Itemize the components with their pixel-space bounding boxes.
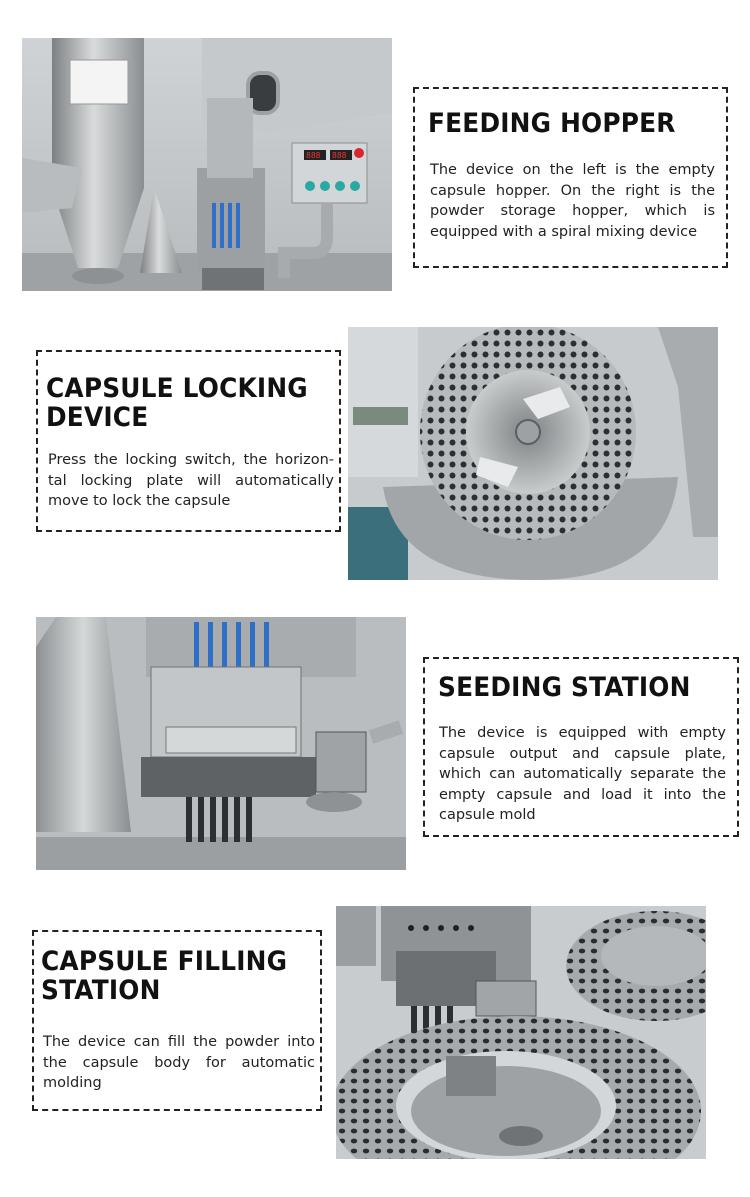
svg-text:888: 888 [306, 151, 321, 160]
svg-text:888: 888 [332, 151, 347, 160]
capsule-locking-photo [348, 327, 718, 580]
feeding-hopper-card [413, 87, 728, 268]
capsule-filling-card [32, 930, 322, 1111]
feeding-hopper-title: FEEDING HOPPER [428, 108, 676, 139]
capsule-locking-card [36, 350, 341, 532]
feeding-hopper-description: The device on the left is the empty capsule hopper. On the right is the powder storage hopper, which is equipped with a spiral mixing device [430, 162, 715, 240]
capsule-filling-title-line-2: STATION [41, 975, 161, 1006]
seeding-station-title: SEEDING STATION [438, 672, 691, 703]
capsule-locking-description: Press the locking switch, the horizon-tal locking plate will automatically move to lock the capsule [48, 452, 334, 509]
seeding-station-card [423, 657, 739, 837]
capsule-locking-title-line-2: DEVICE [46, 402, 149, 433]
capsule-filling-description: The device can fill the powder into the capsule body for automatic molding [43, 1034, 315, 1091]
feeding-hopper-photo [22, 38, 392, 291]
capsule-locking-title-line-1: CAPSULE LOCKING [46, 373, 308, 404]
capsule-filling-photo [336, 906, 706, 1159]
seeding-station-photo [36, 617, 406, 870]
capsule-filling-title-line-1: CAPSULE FILLING [41, 946, 288, 977]
seeding-station-description: The device is equipped with empty capsule output and capsule plate, which can automatically separate the empty capsule and load it into the capsule mold [439, 725, 726, 823]
